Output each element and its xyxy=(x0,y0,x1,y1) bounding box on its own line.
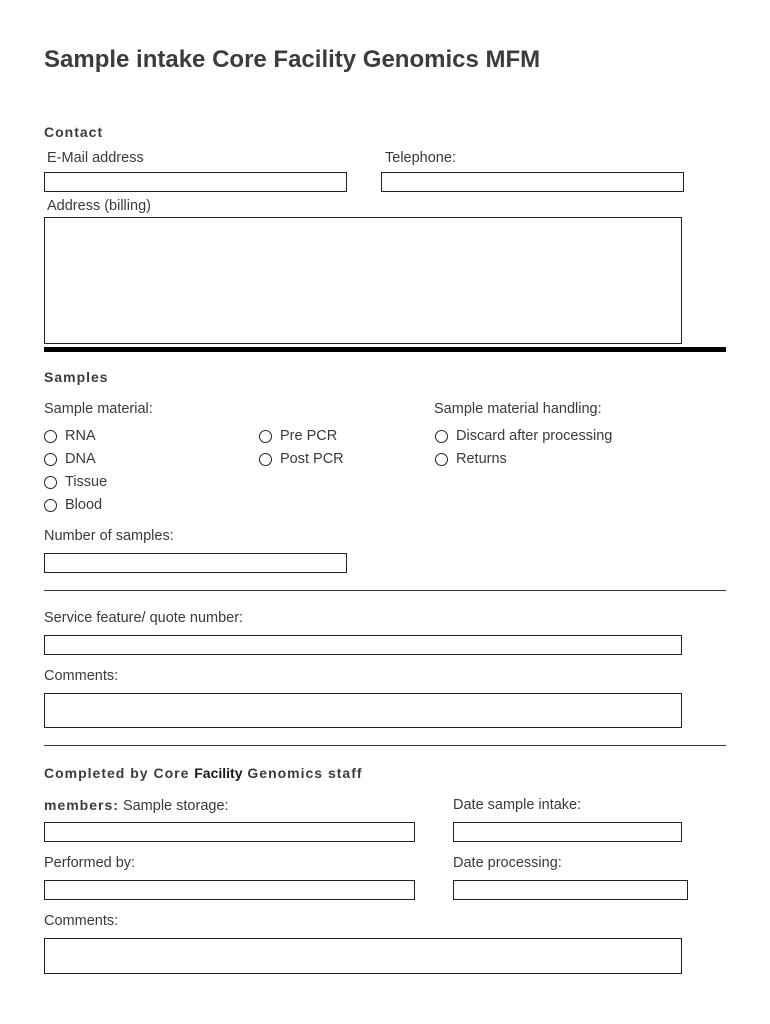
comments-field[interactable] xyxy=(44,693,682,728)
radio-option-returns[interactable] xyxy=(435,451,507,467)
staff-comments-label: Comments: xyxy=(44,913,119,929)
staff-heading-part: Completed by Core xyxy=(44,765,195,781)
sample-material-label: Sample material: xyxy=(44,401,153,417)
radio-circle-icon[interactable] xyxy=(44,476,57,489)
telephone-field[interactable] xyxy=(381,172,684,192)
staff-comments-field[interactable] xyxy=(44,938,682,974)
radio-circle-icon[interactable] xyxy=(44,430,57,443)
radio-circle-icon[interactable] xyxy=(44,453,57,466)
contact-heading: Contact xyxy=(44,124,104,140)
staff-heading xyxy=(44,765,363,783)
quote-number-field[interactable] xyxy=(44,635,682,655)
date-processing-label: Date processing: xyxy=(453,855,562,871)
storage-label-line xyxy=(44,797,229,815)
radio-label: DNA xyxy=(65,451,96,467)
radio-option-rna[interactable] xyxy=(44,428,96,444)
date-intake-label: Date sample intake: xyxy=(453,797,582,813)
telephone-label: Telephone: xyxy=(385,150,456,166)
radio-circle-icon[interactable] xyxy=(259,430,272,443)
radio-option-tissue[interactable] xyxy=(44,474,107,490)
radio-option-blood[interactable] xyxy=(44,497,102,513)
date-processing-field[interactable] xyxy=(453,880,688,900)
staff-heading-part: Genomics staff xyxy=(242,765,363,781)
section-divider xyxy=(44,745,726,746)
sample-storage-field[interactable] xyxy=(44,822,415,842)
storage-label: Sample storage: xyxy=(118,798,229,814)
radio-label: RNA xyxy=(65,428,96,444)
radio-option-post-pcr[interactable] xyxy=(259,451,344,467)
staff-heading-part: Facility xyxy=(194,765,243,781)
radio-circle-icon[interactable] xyxy=(44,499,57,512)
radio-label: Discard after processing xyxy=(456,428,613,444)
radio-circle-icon[interactable] xyxy=(435,453,448,466)
performed-by-field[interactable] xyxy=(44,880,415,900)
staff-heading-part: members: xyxy=(44,797,119,813)
email-label: E-Mail address xyxy=(47,150,144,166)
date-intake-field[interactable] xyxy=(453,822,682,842)
radio-option-pre-pcr[interactable] xyxy=(259,428,337,444)
comments-label: Comments: xyxy=(44,668,119,684)
page-title: Sample intake Core Facility Genomics MFM xyxy=(44,46,541,73)
address-label: Address (billing) xyxy=(47,198,151,214)
radio-label: Post PCR xyxy=(280,451,344,467)
sample-handling-label: Sample material handling: xyxy=(434,401,602,417)
number-of-samples-label: Number of samples: xyxy=(44,528,174,544)
radio-label: Tissue xyxy=(65,474,108,490)
radio-option-discard[interactable] xyxy=(435,428,612,444)
radio-label: Blood xyxy=(65,497,103,513)
radio-option-dna[interactable] xyxy=(44,451,96,467)
email-field[interactable] xyxy=(44,172,347,192)
radio-label: Pre PCR xyxy=(280,428,338,444)
samples-heading: Samples xyxy=(44,369,109,385)
section-divider xyxy=(44,590,726,591)
number-of-samples-field[interactable] xyxy=(44,553,347,573)
radio-label: Returns xyxy=(456,451,507,467)
section-divider-thick xyxy=(44,347,726,352)
performed-by-label: Performed by: xyxy=(44,855,136,871)
radio-circle-icon[interactable] xyxy=(259,453,272,466)
radio-circle-icon[interactable] xyxy=(435,430,448,443)
address-field[interactable] xyxy=(44,217,682,344)
quote-number-label: Service feature/ quote number: xyxy=(44,610,244,626)
